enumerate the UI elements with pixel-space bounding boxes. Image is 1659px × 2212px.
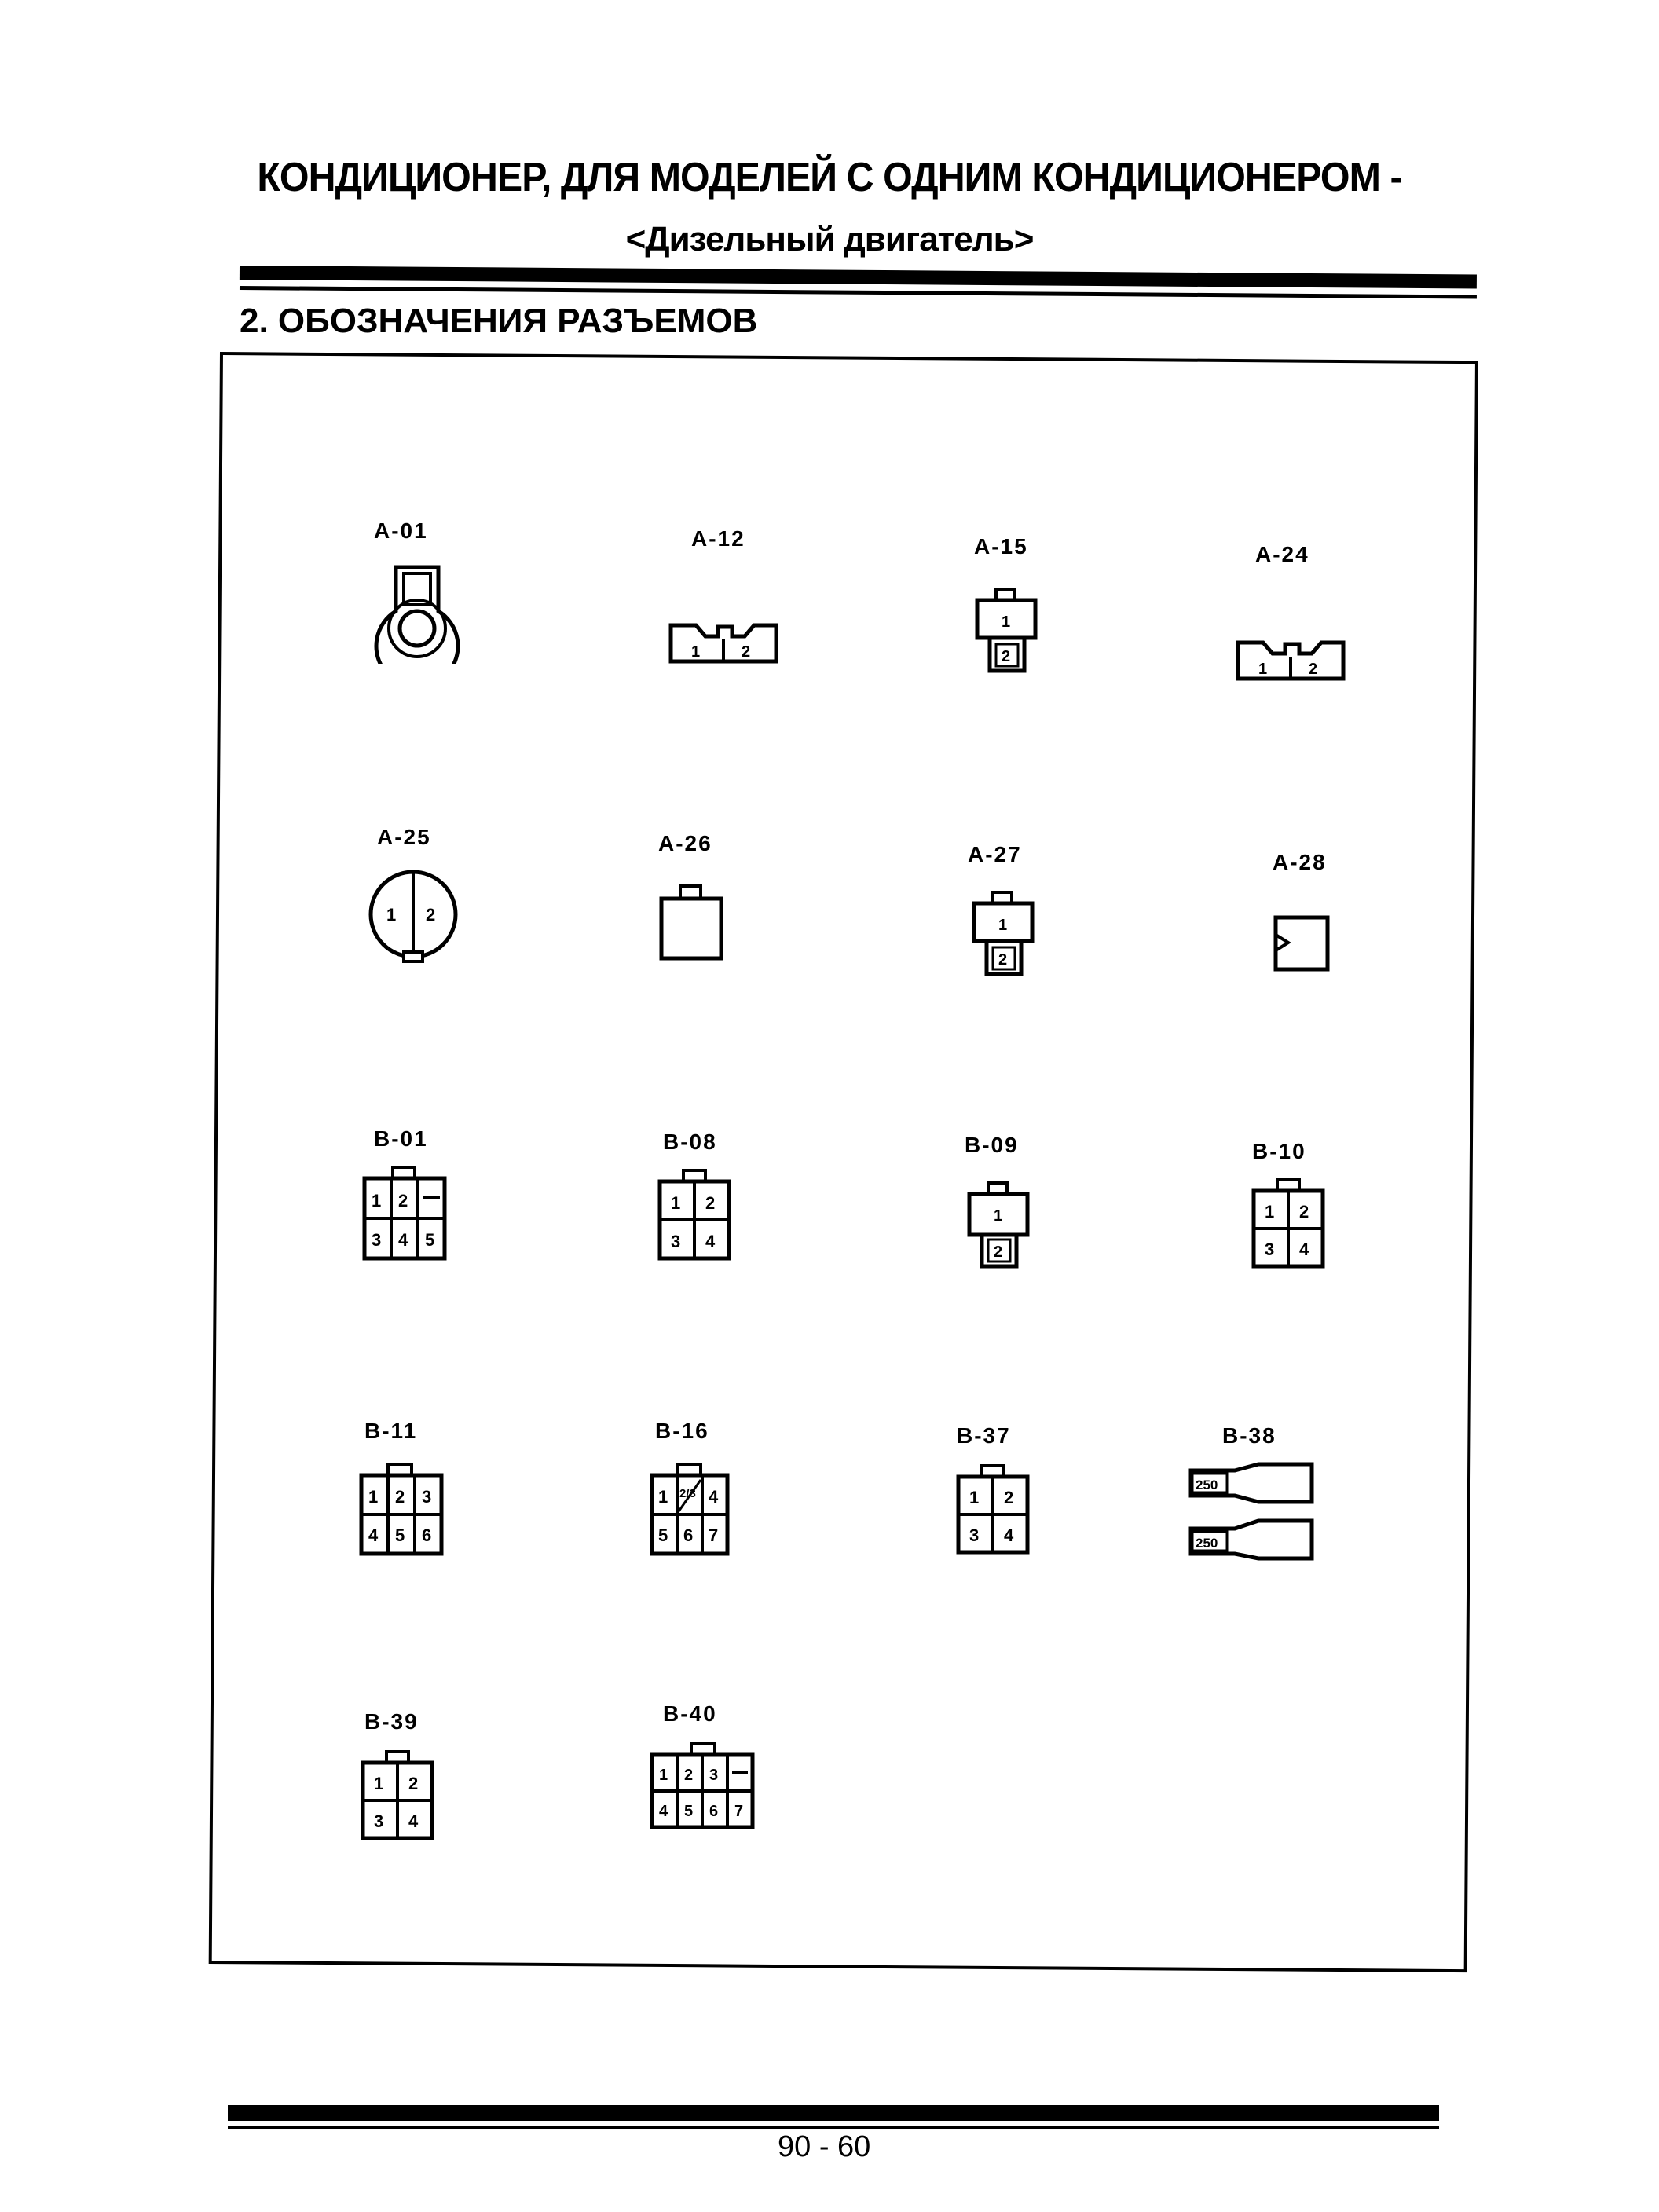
header-rule-thin [240, 286, 1477, 299]
pin-label: 1 [1002, 613, 1011, 631]
pin-label: 1 [386, 905, 397, 925]
pin-label: 2 [1299, 1202, 1309, 1221]
pin-label: 3 [372, 1230, 382, 1250]
round-terminal-icon [374, 558, 460, 664]
connector-label: B-40 [663, 1701, 717, 1726]
grid-connector-icon [1246, 1174, 1332, 1284]
pin-label: 3 [422, 1487, 432, 1507]
pin-label: 4 [659, 1803, 668, 1820]
pin-label: 1 [659, 1767, 668, 1784]
connector-label: A-24 [1255, 542, 1309, 566]
pin-label: 2 [1309, 661, 1318, 678]
section-title: 2. ОБОЗНАЧЕНИЯ РАЗЪЕМОВ [240, 302, 758, 340]
notched-connector-icon [665, 613, 782, 668]
connector-label: B-39 [364, 1709, 419, 1734]
pin-label: 250 [1196, 1478, 1218, 1492]
pin-label: 1 [1265, 1202, 1275, 1221]
connector-label: B-11 [364, 1419, 418, 1443]
pin-label: 2 [398, 1191, 408, 1210]
notched-connector-icon [1232, 630, 1350, 685]
grid-connector-icon [355, 1745, 441, 1855]
grid-connector-icon [355, 1458, 449, 1568]
connector-label: A-25 [377, 825, 431, 849]
pin-label: 3 [709, 1767, 719, 1784]
connector-label: B-01 [374, 1126, 428, 1151]
connector-label: A-12 [691, 526, 745, 551]
connector-label: B-08 [663, 1130, 717, 1154]
page-number: 90 - 60 [778, 2130, 871, 2163]
pin-label: 2 [994, 1243, 1003, 1261]
pin-label: 1 [368, 1487, 379, 1507]
stacked-connector-icon [965, 886, 1043, 988]
header-rule [240, 266, 1477, 289]
connector-label: B-16 [655, 1419, 709, 1443]
pin-label: 5 [395, 1525, 405, 1545]
single-connector-icon [654, 881, 732, 968]
pin-label: 2 [742, 643, 751, 661]
connector-label: B-37 [957, 1423, 1011, 1448]
pin-label: 4 [368, 1525, 379, 1545]
pin-label: 2/3 [679, 1487, 696, 1500]
grid-connector-icon [646, 1458, 740, 1568]
pin-label: 2 [408, 1774, 419, 1793]
pin-label: 3 [1265, 1240, 1275, 1259]
pin-label: 3 [671, 1232, 681, 1251]
pin-label: 2 [426, 905, 436, 925]
connector-label: B-38 [1222, 1423, 1276, 1448]
pin-label: 5 [684, 1803, 694, 1820]
pin-label: 5 [658, 1525, 668, 1545]
pin-label: 2 [705, 1193, 716, 1213]
connector-label: A-28 [1273, 850, 1327, 874]
page-title: КОНДИЦИОНЕР, ДЛЯ МОДЕЛЕЙ С ОДНИМ КОНДИЦИОНЕРОМ - [257, 155, 1402, 200]
grid-connector-icon [646, 1738, 764, 1840]
pin-label: 1 [658, 1487, 668, 1507]
pin-label: 5 [425, 1230, 435, 1250]
pin-label: 7 [734, 1803, 744, 1820]
pin-label: 2 [395, 1487, 405, 1507]
pin-label: 1 [374, 1774, 384, 1793]
round-connector-icon [363, 866, 465, 968]
connector-label: B-10 [1252, 1139, 1306, 1163]
footer-rule-thin [228, 2126, 1439, 2129]
pin-label: 2 [998, 951, 1008, 969]
pin-label: 2 [1004, 1488, 1014, 1507]
pin-label: 2 [1002, 648, 1011, 665]
pin-label: 6 [422, 1525, 432, 1545]
grid-connector-icon [652, 1164, 738, 1274]
grid-connector-icon [950, 1459, 1037, 1569]
pin-label: 250 [1196, 1536, 1218, 1551]
pin-label: 1 [998, 917, 1008, 934]
pin-label: 3 [374, 1811, 384, 1831]
pin-label: 1 [969, 1488, 980, 1507]
pin-label: 4 [408, 1811, 419, 1831]
pin-label: 7 [709, 1525, 719, 1545]
pin-label: 6 [709, 1803, 719, 1820]
footer-rule [228, 2105, 1439, 2121]
side-notch-connector-icon [1268, 911, 1339, 982]
page-subtitle: <Дизельный двигатель> [625, 220, 1034, 258]
pin-label: 3 [969, 1525, 980, 1545]
pin-label: 2 [684, 1767, 694, 1784]
connector-label: A-01 [374, 518, 428, 543]
connector-label: B-09 [965, 1133, 1019, 1157]
blade-terminal-icon [1183, 1458, 1324, 1568]
pin-label: 1 [372, 1191, 382, 1210]
pin-label: 6 [683, 1525, 694, 1545]
grid-connector-icon [358, 1161, 452, 1271]
pin-label: 1 [994, 1207, 1003, 1225]
pin-label: 4 [1299, 1240, 1309, 1259]
connector-label: A-27 [968, 842, 1022, 866]
pin-label: 4 [1004, 1525, 1014, 1545]
stacked-connector-icon [960, 1177, 1038, 1279]
connector-label: A-26 [658, 831, 712, 855]
connector-label: A-15 [974, 534, 1028, 558]
pin-label: 4 [709, 1487, 719, 1507]
pin-label: 4 [398, 1230, 408, 1250]
pin-label: 4 [705, 1232, 716, 1251]
pin-label: 1 [671, 1193, 681, 1213]
pin-label: 1 [691, 643, 701, 661]
pin-label: 1 [1258, 661, 1268, 678]
stacked-connector-icon [968, 583, 1046, 685]
